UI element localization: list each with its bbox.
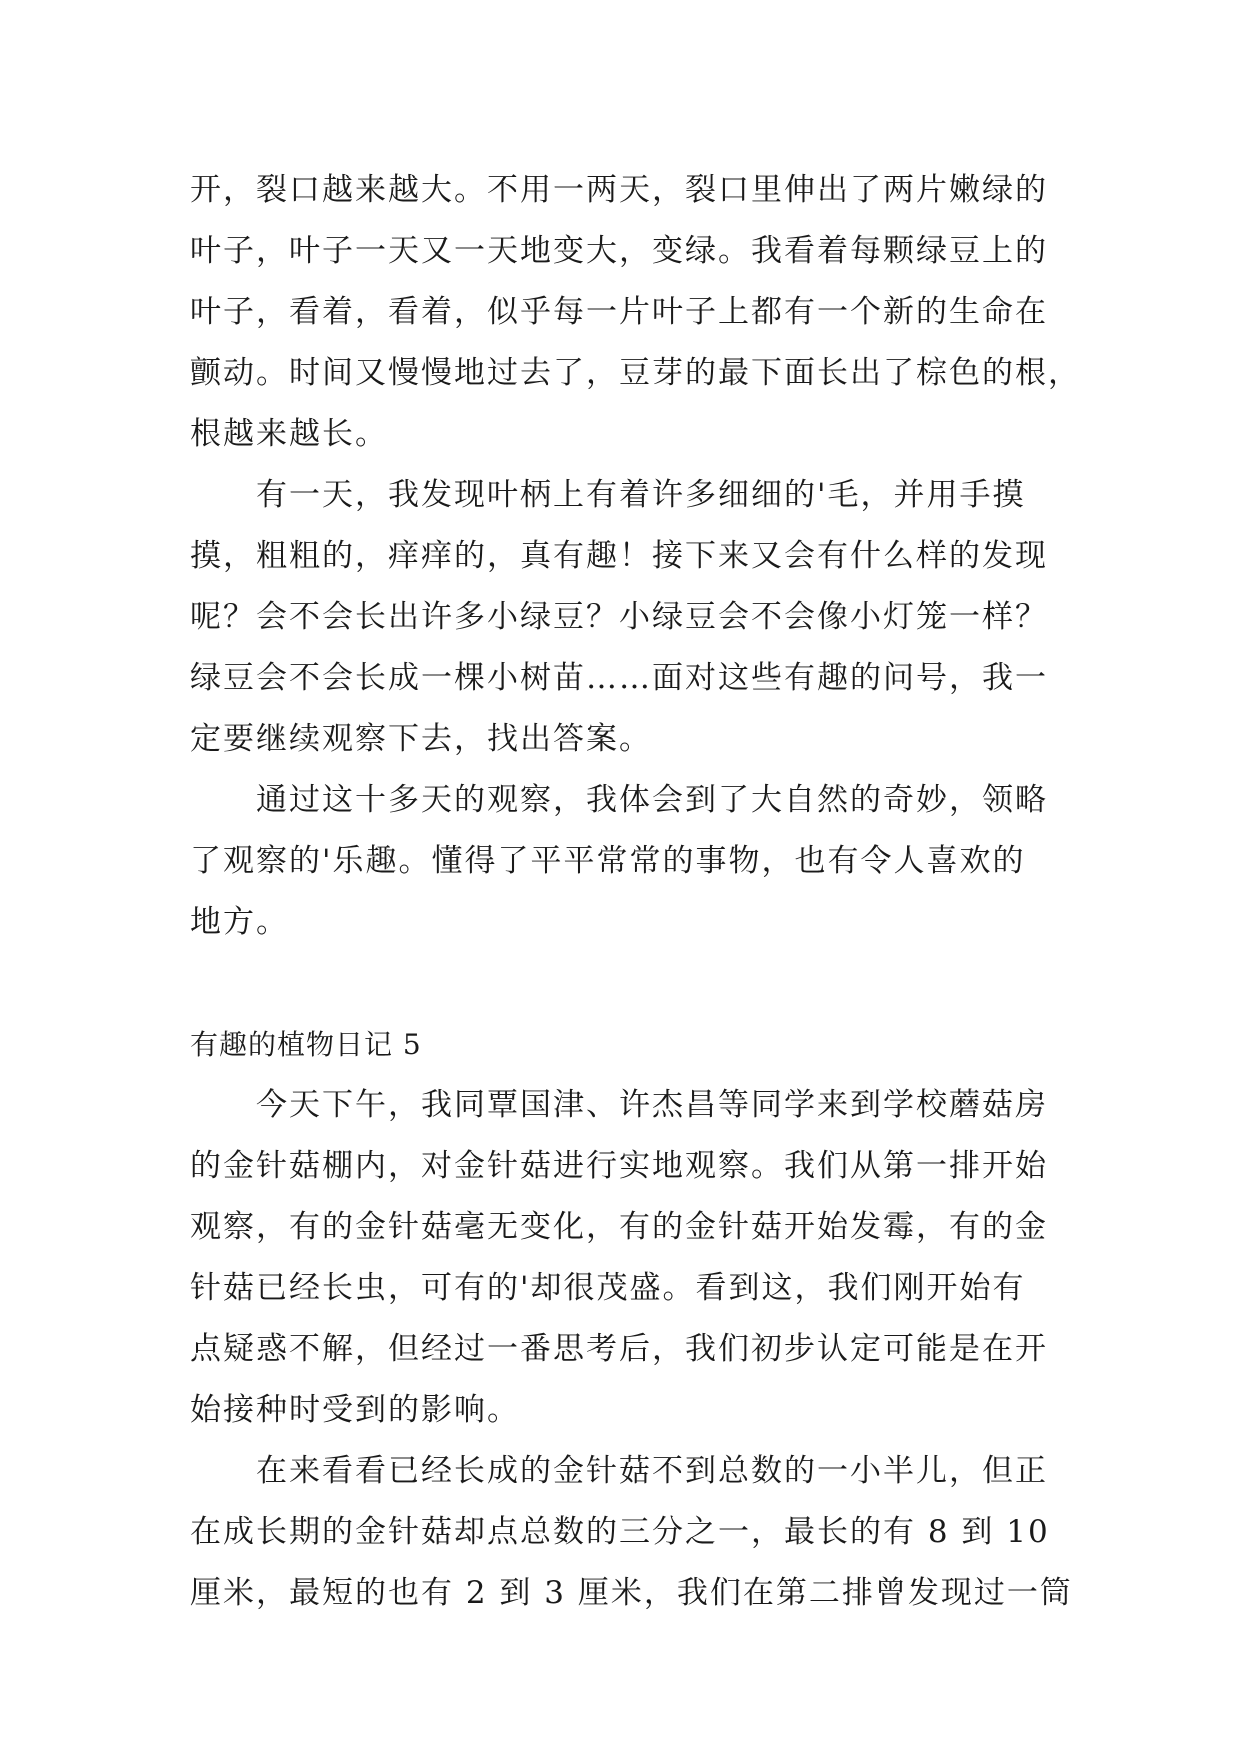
text-line: 观察，有的金针菇毫无变化，有的金针菇开始发霉，有的金 — [190, 1209, 1048, 1245]
paragraph-sprouting-leaves — [190, 160, 1081, 465]
paragraph-mushroom-growth — [190, 1441, 1073, 1624]
document-body — [190, 160, 1081, 1624]
text-line: 始接种时受到的影响。 — [190, 1392, 520, 1428]
text-line: 呢？会不会长出许多小绿豆？小绿豆会不会像小灯笼一样？ — [190, 599, 1048, 635]
section-heading: 有趣的植物日记 5 — [190, 1028, 422, 1061]
text-line: 了观察的'乐趣。懂得了平平常常的事物，也有令人喜欢的 — [190, 843, 1026, 879]
text-line: 今天下午，我同覃国津、许杰昌等同学来到学校蘑菇房 — [256, 1087, 1048, 1123]
text-line: 有一天，我发现叶柄上有着许多细细的'毛，并用手摸 — [256, 477, 1026, 513]
text-line: 的金针菇棚内，对金针菇进行实地观察。我们从第一排开始 — [190, 1148, 1048, 1184]
text-line: 叶子，看着，看着，似乎每一片叶子上都有一个新的生命在 — [190, 294, 1048, 330]
text-line: 绿豆会不会长成一棵小树苗……面对这些有趣的问号，我一 — [190, 660, 1048, 696]
text-line: 在成长期的金针菇却点总数的三分之一，最长的有 8 到 10 — [190, 1514, 1050, 1550]
text-line: 摸，粗粗的，痒痒的，真有趣！接下来又会有什么样的发现 — [190, 538, 1048, 574]
text-line: 厘米，最短的也有 2 到 3 厘米，我们在第二排曾发现过一筒 — [190, 1575, 1073, 1611]
text-line: 根越来越长。 — [190, 416, 388, 452]
text-line: 在来看看已经长成的金针菇不到总数的一小半儿，但正 — [256, 1453, 1048, 1489]
text-line: 开，裂口越来越大。不用一两天，裂口里伸出了两片嫩绿的 — [190, 172, 1048, 208]
text-line: 点疑惑不解，但经过一番思考后，我们初步认定可能是在开 — [190, 1331, 1048, 1367]
text-line: 定要继续观察下去，找出答案。 — [190, 721, 652, 757]
text-line: 叶子，叶子一天又一天地变大，变绿。我看着每颗绿豆上的 — [190, 233, 1048, 269]
section-spacer — [190, 953, 1070, 1014]
paragraph-leaf-stalk-hairs — [190, 465, 1070, 770]
text-line: 颤动。时间又慢慢地过去了，豆芽的最下面长出了棕色的根， — [190, 355, 1081, 391]
text-line: 针菇已经长虫，可有的'却很茂盛。看到这，我们刚开始有 — [190, 1270, 1026, 1306]
paragraph-mushroom-visit — [190, 1075, 1070, 1441]
text-line: 通过这十多天的观察，我体会到了大自然的奇妙，领略 — [256, 782, 1048, 818]
text-line: 地方。 — [190, 904, 289, 940]
paragraph-observation-summary — [190, 770, 1070, 953]
